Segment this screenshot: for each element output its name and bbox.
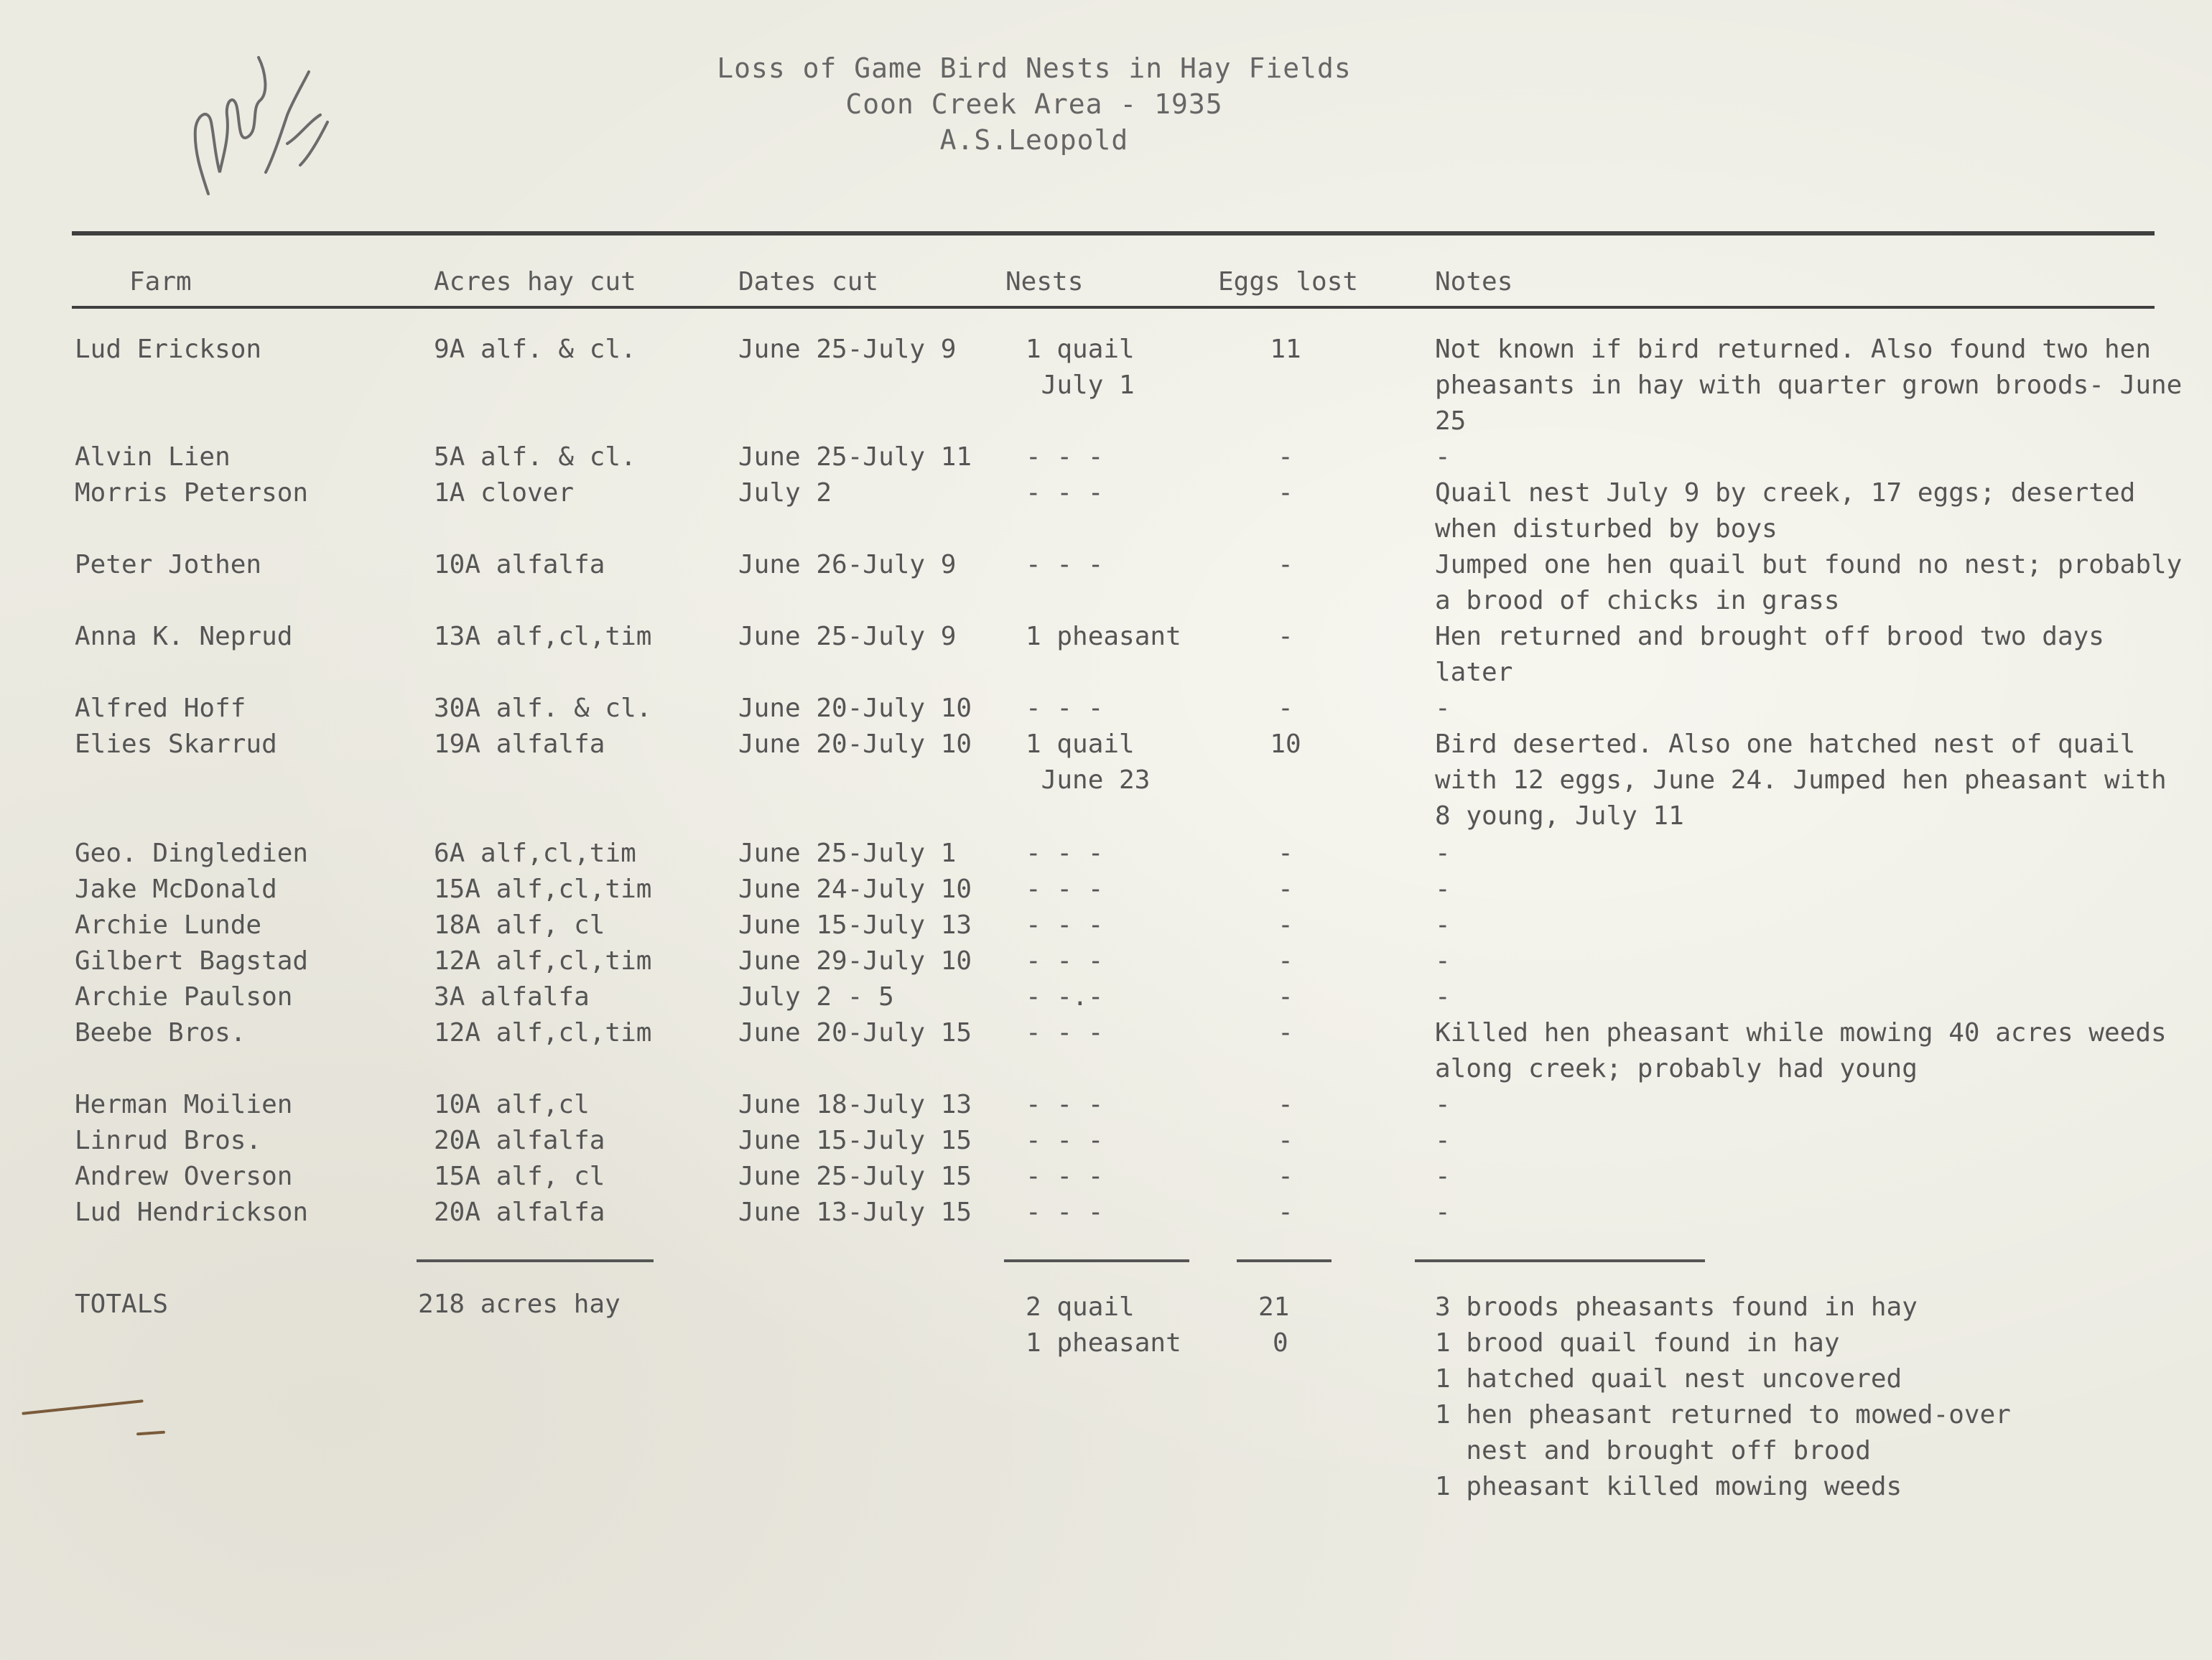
eggs-lost: - bbox=[1278, 1126, 1293, 1155]
dates-cut: July 2 - 5 bbox=[738, 982, 894, 1012]
farm-name: Gilbert Bagstad bbox=[75, 946, 309, 976]
farm-name: Elies Skarrud bbox=[75, 729, 277, 759]
dates-cut: June 20-July 10 bbox=[738, 694, 972, 723]
header-eggs: Eggs lost bbox=[1218, 267, 1359, 297]
header-nests: Nests bbox=[1005, 267, 1084, 297]
totals-note: 1 hatched quail nest uncovered bbox=[1435, 1364, 1902, 1394]
totals-note: 3 broods pheasants found in hay bbox=[1435, 1292, 1918, 1322]
acres-cut: 9A alf. & cl. bbox=[434, 335, 636, 364]
nests-found: 1 quail July 1 bbox=[1026, 335, 1135, 400]
title-line-1: Loss of Game Bird Nests in Hay Fields bbox=[717, 52, 1352, 84]
subtotal-rule-acres bbox=[417, 1259, 654, 1262]
acres-cut: 18A alf, cl bbox=[434, 910, 605, 940]
subtotal-rule-nests bbox=[1004, 1259, 1189, 1262]
document-title-block bbox=[0, 50, 2068, 158]
top-rule bbox=[72, 231, 2155, 236]
dates-cut: June 20-July 10 bbox=[738, 729, 972, 759]
dates-cut: June 25-July 11 bbox=[738, 442, 972, 472]
header-notes: Notes bbox=[1435, 267, 1513, 297]
acres-cut: 10A alfalfa bbox=[434, 550, 605, 579]
farm-name: Lud Hendrickson bbox=[75, 1198, 309, 1227]
eggs-lost: - bbox=[1278, 1018, 1293, 1048]
nests-found: - - - bbox=[1026, 478, 1104, 508]
dates-cut: June 25-July 9 bbox=[738, 335, 957, 364]
eggs-lost: 10 bbox=[1270, 729, 1301, 759]
dates-cut: June 15-July 15 bbox=[738, 1126, 972, 1155]
nests-found: - - - bbox=[1026, 946, 1104, 976]
row-notes: Hen returned and brought off brood two days later bbox=[1435, 622, 2104, 687]
row-notes: - bbox=[1435, 1090, 1451, 1119]
farm-name: Alfred Hoff bbox=[75, 694, 246, 723]
row-notes: - bbox=[1435, 910, 1451, 940]
farm-name: Lud Erickson bbox=[75, 335, 262, 364]
acres-cut: 30A alf. & cl. bbox=[434, 694, 652, 723]
farm-name: Alvin Lien bbox=[75, 442, 231, 472]
acres-cut: 19A alfalfa bbox=[434, 729, 605, 759]
row-notes: Killed hen pheasant while mowing 40 acres weeds along creek; probably had young bbox=[1435, 1018, 2167, 1083]
farm-name: Jake McDonald bbox=[75, 875, 277, 904]
nests-found: - -.- bbox=[1026, 982, 1104, 1012]
dates-cut: June 18-July 13 bbox=[738, 1090, 972, 1119]
dates-cut: June 13-July 15 bbox=[738, 1198, 972, 1227]
eggs-lost: - bbox=[1278, 442, 1293, 472]
row-notes: - bbox=[1435, 839, 1451, 868]
subtotal-rule-notes bbox=[1415, 1259, 1705, 1262]
farm-name: Peter Jothen bbox=[75, 550, 262, 579]
totals-note: 1 brood quail found in hay bbox=[1435, 1328, 1840, 1358]
dates-cut: June 24-July 10 bbox=[738, 875, 972, 904]
row-notes: Not known if bird returned. Also found two hen pheasants in hay with quarter grown broods- June 25 bbox=[1435, 335, 2183, 436]
acres-cut: 20A alfalfa bbox=[434, 1198, 605, 1227]
totals-note: 1 pheasant killed mowing weeds bbox=[1435, 1472, 1902, 1501]
row-notes: - bbox=[1435, 982, 1451, 1012]
farm-name: Beebe Bros. bbox=[75, 1018, 246, 1048]
nests-found: - - - bbox=[1026, 550, 1104, 579]
acres-cut: 15A alf, cl bbox=[434, 1162, 605, 1191]
totals-label: TOTALS bbox=[75, 1290, 169, 1319]
acres-cut: 15A alf,cl,tim bbox=[434, 875, 652, 904]
row-notes: - bbox=[1435, 694, 1451, 723]
dates-cut: July 2 bbox=[738, 478, 832, 508]
eggs-lost: - bbox=[1278, 478, 1293, 508]
row-notes: Bird deserted. Also one hatched nest of quail with 12 eggs, June 24. Jumped hen pheasant with 8 young, July 11 bbox=[1435, 729, 2167, 831]
subtotal-rule-eggs bbox=[1237, 1259, 1332, 1262]
farm-name: Linrud Bros. bbox=[75, 1126, 262, 1155]
eggs-lost: - bbox=[1278, 694, 1293, 723]
eggs-lost: - bbox=[1278, 875, 1293, 904]
row-notes: - bbox=[1435, 1162, 1451, 1191]
header-acres: Acres hay cut bbox=[434, 267, 636, 297]
eggs-lost: - bbox=[1278, 839, 1293, 868]
acres-cut: 10A alf,cl bbox=[434, 1090, 590, 1119]
row-notes: Quail nest July 9 by creek, 17 eggs; deserted when disturbed by boys bbox=[1435, 478, 2136, 544]
header-farm: Farm bbox=[129, 267, 192, 297]
dates-cut: June 20-July 15 bbox=[738, 1018, 972, 1048]
totals-eggs-pheasant: 0 bbox=[1273, 1328, 1288, 1358]
nests-found: - - - bbox=[1026, 1018, 1104, 1048]
farm-name: Archie Paulson bbox=[75, 982, 293, 1012]
acres-cut: 5A alf. & cl. bbox=[434, 442, 636, 472]
farm-name: Andrew Overson bbox=[75, 1162, 293, 1191]
acres-cut: 6A alf,cl,tim bbox=[434, 839, 636, 868]
nests-found: - - - bbox=[1026, 839, 1104, 868]
row-notes: - bbox=[1435, 875, 1451, 904]
acres-cut: 12A alf,cl,tim bbox=[434, 1018, 652, 1048]
nests-found: 1 pheasant bbox=[1026, 622, 1181, 651]
eggs-lost: - bbox=[1278, 622, 1293, 651]
acres-cut: 13A alf,cl,tim bbox=[434, 622, 652, 651]
totals-acres: 218 acres hay bbox=[418, 1290, 621, 1319]
header-rule bbox=[72, 306, 2155, 309]
dates-cut: June 15-July 13 bbox=[738, 910, 972, 940]
nests-found: - - - bbox=[1026, 875, 1104, 904]
totals-note: 1 hen pheasant returned to mowed-over nest and brought off brood bbox=[1435, 1400, 2011, 1465]
title-line-2: Coon Creek Area - 1935 bbox=[845, 88, 1223, 120]
acres-cut: 12A alf,cl,tim bbox=[434, 946, 652, 976]
eggs-lost: - bbox=[1278, 550, 1293, 579]
title-line-3: A.S.Leopold bbox=[939, 124, 1129, 156]
row-notes: Jumped one hen quail but found no nest; probably a brood of chicks in grass bbox=[1435, 550, 2183, 615]
nests-found: - - - bbox=[1026, 910, 1104, 940]
dates-cut: June 25-July 1 bbox=[738, 839, 957, 868]
dates-cut: June 25-July 9 bbox=[738, 622, 957, 651]
eggs-lost: - bbox=[1278, 946, 1293, 976]
row-notes: - bbox=[1435, 442, 1451, 472]
totals-nests-pheasant: 1 pheasant bbox=[1026, 1328, 1181, 1358]
nests-found: - - - bbox=[1026, 1126, 1104, 1155]
nests-found: - - - bbox=[1026, 442, 1104, 472]
eggs-lost: - bbox=[1278, 1162, 1293, 1191]
farm-name: Morris Peterson bbox=[75, 478, 309, 508]
eggs-lost: - bbox=[1278, 982, 1293, 1012]
farm-name: Archie Lunde bbox=[75, 910, 262, 940]
acres-cut: 20A alfalfa bbox=[434, 1126, 605, 1155]
row-notes: - bbox=[1435, 1126, 1451, 1155]
acres-cut: 1A clover bbox=[434, 478, 575, 508]
totals-eggs-quail: 21 bbox=[1258, 1292, 1290, 1322]
nests-found: 1 quail June 23 bbox=[1026, 729, 1151, 795]
eggs-lost: - bbox=[1278, 910, 1293, 940]
stray-mark bbox=[22, 1399, 143, 1415]
farm-name: Geo. Dingledien bbox=[75, 839, 309, 868]
dates-cut: June 29-July 10 bbox=[738, 946, 972, 976]
nests-found: - - - bbox=[1026, 1090, 1104, 1119]
nests-found: - - - bbox=[1026, 1198, 1104, 1227]
eggs-lost: - bbox=[1278, 1198, 1293, 1227]
nests-found: - - - bbox=[1026, 694, 1104, 723]
dates-cut: June 26-July 9 bbox=[738, 550, 957, 579]
eggs-lost: 11 bbox=[1270, 335, 1301, 364]
row-notes: - bbox=[1435, 1198, 1451, 1227]
row-notes: - bbox=[1435, 946, 1451, 976]
stray-mark-small bbox=[136, 1431, 165, 1436]
dates-cut: June 25-July 15 bbox=[738, 1162, 972, 1191]
acres-cut: 3A alfalfa bbox=[434, 982, 590, 1012]
farm-name: Anna K. Neprud bbox=[75, 622, 293, 651]
header-dates: Dates cut bbox=[738, 267, 879, 297]
eggs-lost: - bbox=[1278, 1090, 1293, 1119]
nests-found: - - - bbox=[1026, 1162, 1104, 1191]
totals-nests-quail: 2 quail bbox=[1026, 1292, 1135, 1322]
farm-name: Herman Moilien bbox=[75, 1090, 293, 1119]
